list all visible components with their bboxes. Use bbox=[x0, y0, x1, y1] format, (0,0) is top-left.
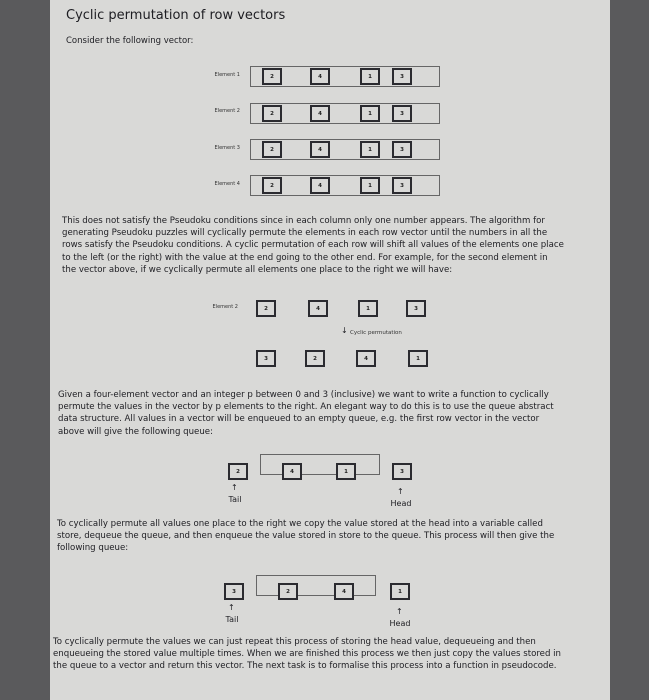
row-label: Element 3 bbox=[214, 145, 240, 151]
text-line: following queue: bbox=[57, 543, 129, 554]
cell: 2 bbox=[305, 350, 325, 367]
text-line: To cyclically permute the values we can just repeat this process of storing the head value, dequeueing and then bbox=[53, 637, 536, 647]
cell: 2 bbox=[256, 300, 276, 317]
text-line: rows satisfy the Pseudoku conditions. A cyclic permutation of each row will shift all values of the elements one place bbox=[62, 240, 564, 251]
page-title: Cyclic permutation of row vectors bbox=[66, 8, 286, 23]
cell: 2 bbox=[262, 177, 282, 194]
cell: 2 bbox=[262, 68, 282, 85]
cell: 4 bbox=[310, 68, 330, 85]
queue-cell: 2 bbox=[228, 463, 248, 480]
text-line: the queue to a vector and return this vector. The next task is to formalise this process into a function in pseudocode. bbox=[53, 661, 557, 672]
cell: 3 bbox=[392, 68, 412, 85]
text-line: to the left (or the right) with the value at the end going to the other end. For example, for the second element in bbox=[62, 252, 548, 263]
cell: 3 bbox=[406, 300, 426, 317]
queue-cell: 1 bbox=[390, 583, 410, 600]
down-arrow-icon: ↓ bbox=[341, 326, 348, 335]
queue-cell: 4 bbox=[282, 463, 302, 480]
text-line: data structure. All values in a vector will be enqueued to an empty queue, e.g. the first row vector in the vector bbox=[58, 414, 540, 425]
cyclic-permutation-label: Cyclic permutation bbox=[350, 330, 402, 336]
example-label: Element 2 bbox=[212, 304, 238, 310]
queue-cell: 3 bbox=[224, 583, 244, 600]
cell: 1 bbox=[360, 105, 380, 122]
paragraph-4 bbox=[53, 636, 561, 673]
text-line: enqueueing the stored value multiple times. When we are finished this process we then just copy the values stored in bbox=[53, 649, 561, 660]
cell: 2 bbox=[262, 105, 282, 122]
up-arrow-icon: ↑ bbox=[396, 607, 403, 616]
cell: 1 bbox=[360, 141, 380, 158]
queue-cell: 3 bbox=[392, 463, 412, 480]
text-line: store, dequeue the queue, and then enqueue the value stored in store to the queue. This process will then give the bbox=[57, 531, 555, 542]
paragraph-1 bbox=[62, 215, 564, 276]
text-line: generating Pseudoku puzzles will cyclically permute the elements in each row vector until the numbers in all the bbox=[62, 228, 548, 239]
up-arrow-icon: ↑ bbox=[231, 483, 238, 492]
cell: 1 bbox=[358, 300, 378, 317]
cell: 1 bbox=[408, 350, 428, 367]
text-line: To cyclically permute all values one place to the right we copy the value stored at the head into a variable called bbox=[57, 519, 543, 529]
cell: 3 bbox=[256, 350, 276, 367]
tail-label: Tail bbox=[225, 615, 239, 624]
row-label: Element 1 bbox=[214, 72, 240, 78]
cell: 3 bbox=[392, 141, 412, 158]
queue-frame bbox=[260, 454, 380, 475]
queue-frame bbox=[256, 575, 376, 596]
cell: 4 bbox=[310, 141, 330, 158]
paragraph-2 bbox=[58, 389, 554, 438]
queue-cell: 2 bbox=[278, 583, 298, 600]
queue-cell: 4 bbox=[334, 583, 354, 600]
text-line: This does not satisfy the Pseudoku conditions since in each column only one number appears. The algorithm for bbox=[62, 216, 545, 226]
cell: 4 bbox=[356, 350, 376, 367]
cell: 2 bbox=[262, 141, 282, 158]
queue-cell: 1 bbox=[336, 463, 356, 480]
cell: 4 bbox=[310, 177, 330, 194]
cell: 4 bbox=[310, 105, 330, 122]
text-line: Given a four-element vector and an integer p between 0 and 3 (inclusive) we want to write a function to cyclically bbox=[58, 390, 549, 400]
cell: 1 bbox=[360, 177, 380, 194]
text-line: above will give the following queue: bbox=[58, 426, 213, 437]
row-label: Element 4 bbox=[214, 181, 240, 187]
up-arrow-icon: ↑ bbox=[228, 603, 235, 612]
cell: 1 bbox=[360, 68, 380, 85]
cell: 3 bbox=[392, 105, 412, 122]
intro-text: Consider the following vector: bbox=[66, 36, 194, 46]
head-label: Head bbox=[389, 619, 411, 628]
text-line: the vector above, if we cyclically permute all elements one place to the right we will have: bbox=[62, 264, 453, 275]
paragraph-3 bbox=[57, 518, 554, 555]
up-arrow-icon: ↑ bbox=[397, 487, 404, 496]
tail-label: Tail bbox=[228, 495, 242, 504]
text-line: permute the values in the vector by p elements to the right. An elegant way to do this is to use the queue abstract bbox=[58, 402, 554, 413]
head-label: Head bbox=[390, 499, 412, 508]
row-label: Element 2 bbox=[214, 108, 240, 114]
cell: 4 bbox=[308, 300, 328, 317]
cell: 3 bbox=[392, 177, 412, 194]
